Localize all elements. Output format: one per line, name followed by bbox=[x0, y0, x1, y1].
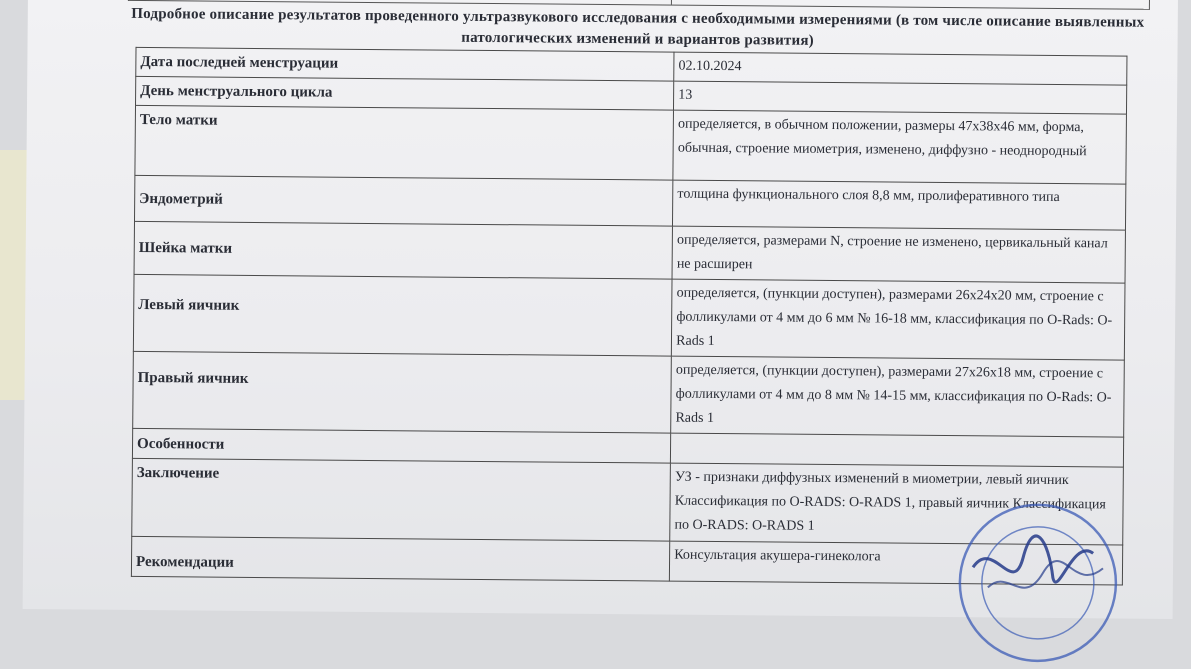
section-heading: Подробное описание результатов проведенного ультразвукового исследования с необходимыми измерениями (в том числе описание выявленных патологических изменений и вариантов развития) bbox=[131, 5, 1145, 49]
row-value: Консультация акушера-гинеколога bbox=[670, 541, 1123, 585]
row-label: Эндометрий bbox=[134, 175, 673, 226]
row-value: определяется, (пункции доступен), размерами 27х26х18 мм, строение с фолликулами от 4 мм до 8 мм № 14-15 мм, классификация по O-Rads: O-Rads 1 bbox=[671, 356, 1124, 437]
row-value: определяется, размерами N, строение не изменено, цервикальный канал не расширен bbox=[672, 226, 1125, 283]
table-row bbox=[134, 221, 1125, 283]
ultrasound-results-table bbox=[131, 47, 1128, 586]
row-value: определяется, (пункции доступен), размерами 26х24х20 мм, строение с фолликулами от 4 мм до 6 мм № 16-18 мм, классификация по O-Rads: O-Rads 1 bbox=[672, 279, 1125, 360]
row-label: Шейка матки bbox=[134, 221, 673, 279]
row-label: День менструального цикла bbox=[136, 76, 674, 110]
row-label: Правый яичник bbox=[133, 351, 672, 433]
row-value: 13 bbox=[674, 81, 1127, 114]
row-value: УЗ - признаки диффузных изменений в миометрии, левый яичник Классификация по O-RADS: O-RADS 1, правый яичник Классификация по O-RADS: O-RADS 1 bbox=[670, 463, 1123, 545]
table-row bbox=[131, 536, 1122, 585]
row-label: Левый яичник bbox=[133, 274, 672, 356]
row-value: 02.10.2024 bbox=[674, 52, 1127, 85]
table-row bbox=[135, 105, 1127, 184]
column-divider bbox=[671, 0, 672, 5]
row-label: Рекомендации bbox=[131, 536, 670, 581]
row-label: Тело матки bbox=[135, 105, 674, 180]
row-label: Заключение bbox=[132, 458, 671, 541]
document-page bbox=[23, 0, 1178, 619]
table-row bbox=[133, 274, 1125, 360]
table-row bbox=[133, 351, 1125, 437]
row-value bbox=[671, 433, 1124, 467]
row-value: определяется, в обычном положении, размеры 47х38х46 мм, форма, обычная, строение миометрия, изменено, диффузно - неоднородный bbox=[673, 110, 1126, 184]
row-value: толщина функционального слоя 8,8 мм, пролиферативного типа bbox=[673, 180, 1126, 230]
row-label: Особенности bbox=[132, 428, 670, 463]
row-label: Дата последней менструации bbox=[136, 47, 674, 81]
table-row bbox=[132, 458, 1124, 545]
